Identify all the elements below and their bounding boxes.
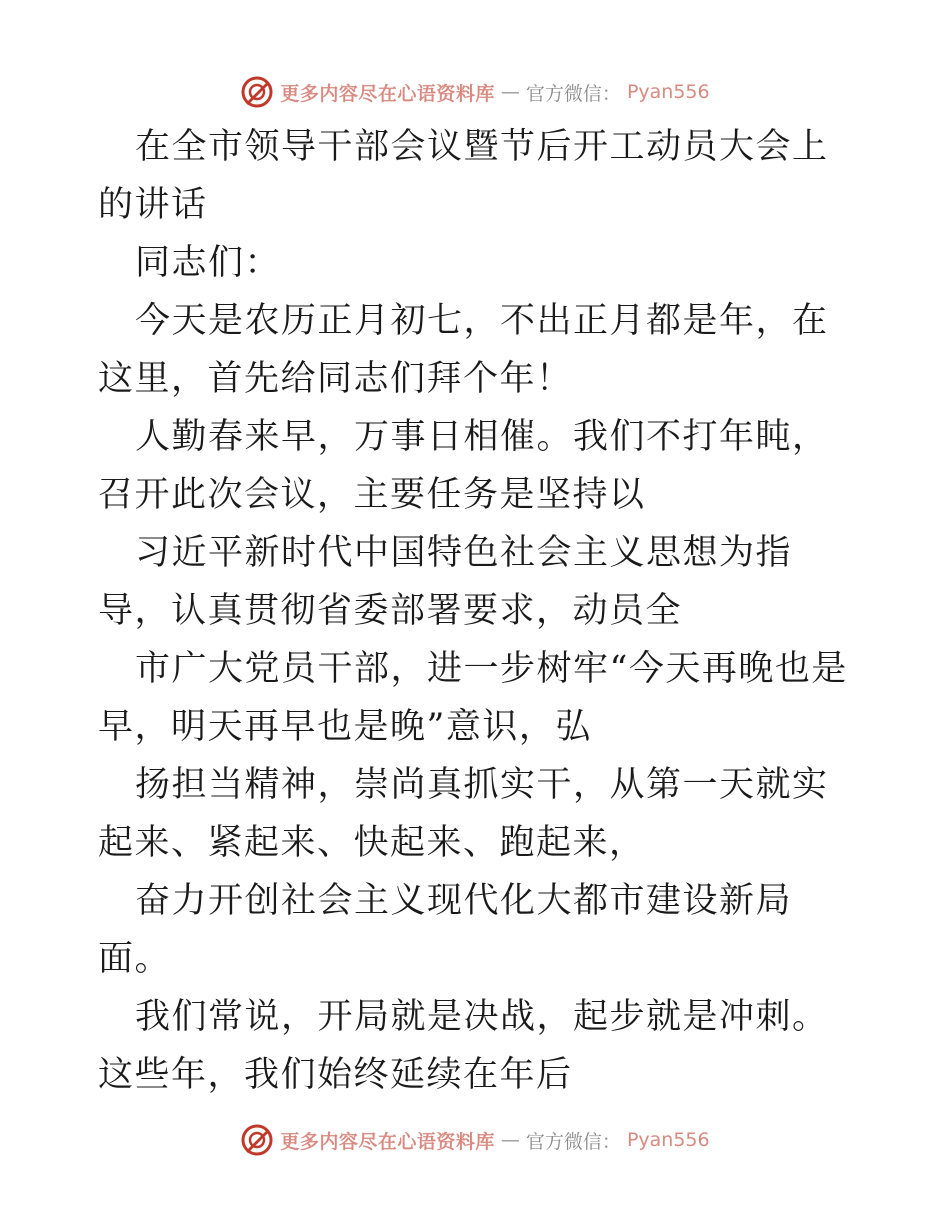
paragraph: 今天是农历正月初七，不出正月都是年，在这里，首先给同志们拜个年！ [98,301,829,399]
watermark-wechat-id: Pyan556 [626,1129,710,1151]
paragraph: 我们常说，开局就是决战，起步就是冲刺。这些年，我们始终延续在年后 [98,997,829,1095]
watermark-official-label: 官方微信： [525,82,621,105]
salutation: 同志们： [135,243,282,283]
watermark-separator: — [500,81,520,103]
paragraph: 市广大党员干部，进一步树牢“今天再晚也是早，明天再早也是晚”意识，弘 [98,649,848,747]
paragraph: 人勤春来早，万事日相催。我们不打年盹，召开此次会议，主要任务是坚持以 [98,417,829,515]
watermark-main-text: 更多内容尽在心语资料库 [280,82,495,105]
watermark-official-label: 官方微信： [525,1130,621,1153]
watermark-main-text: 更多内容尽在心语资料库 [280,1130,495,1153]
watermark-separator: — [500,1129,520,1151]
paragraph: 习近平新时代中国特色社会主义思想为指导，认真贯彻省委部署要求，动员全 [98,533,793,631]
library-logo-icon [240,1123,274,1157]
paragraph: 扬担当精神，崇尚真抓实干，从第一天就实起来、紧起来、快起来、跑起来， [98,765,829,863]
document-body [98,118,858,1104]
watermark-wechat-id: Pyan556 [626,81,710,103]
paragraph: 奋力开创社会主义现代化大都市建设新局面。 [98,881,793,979]
header-watermark [0,72,950,112]
document-title: 在全市领导干部会议暨节后开工动员大会上的讲话 [98,127,829,225]
library-logo-icon [240,75,274,109]
footer-watermark [0,1120,950,1160]
